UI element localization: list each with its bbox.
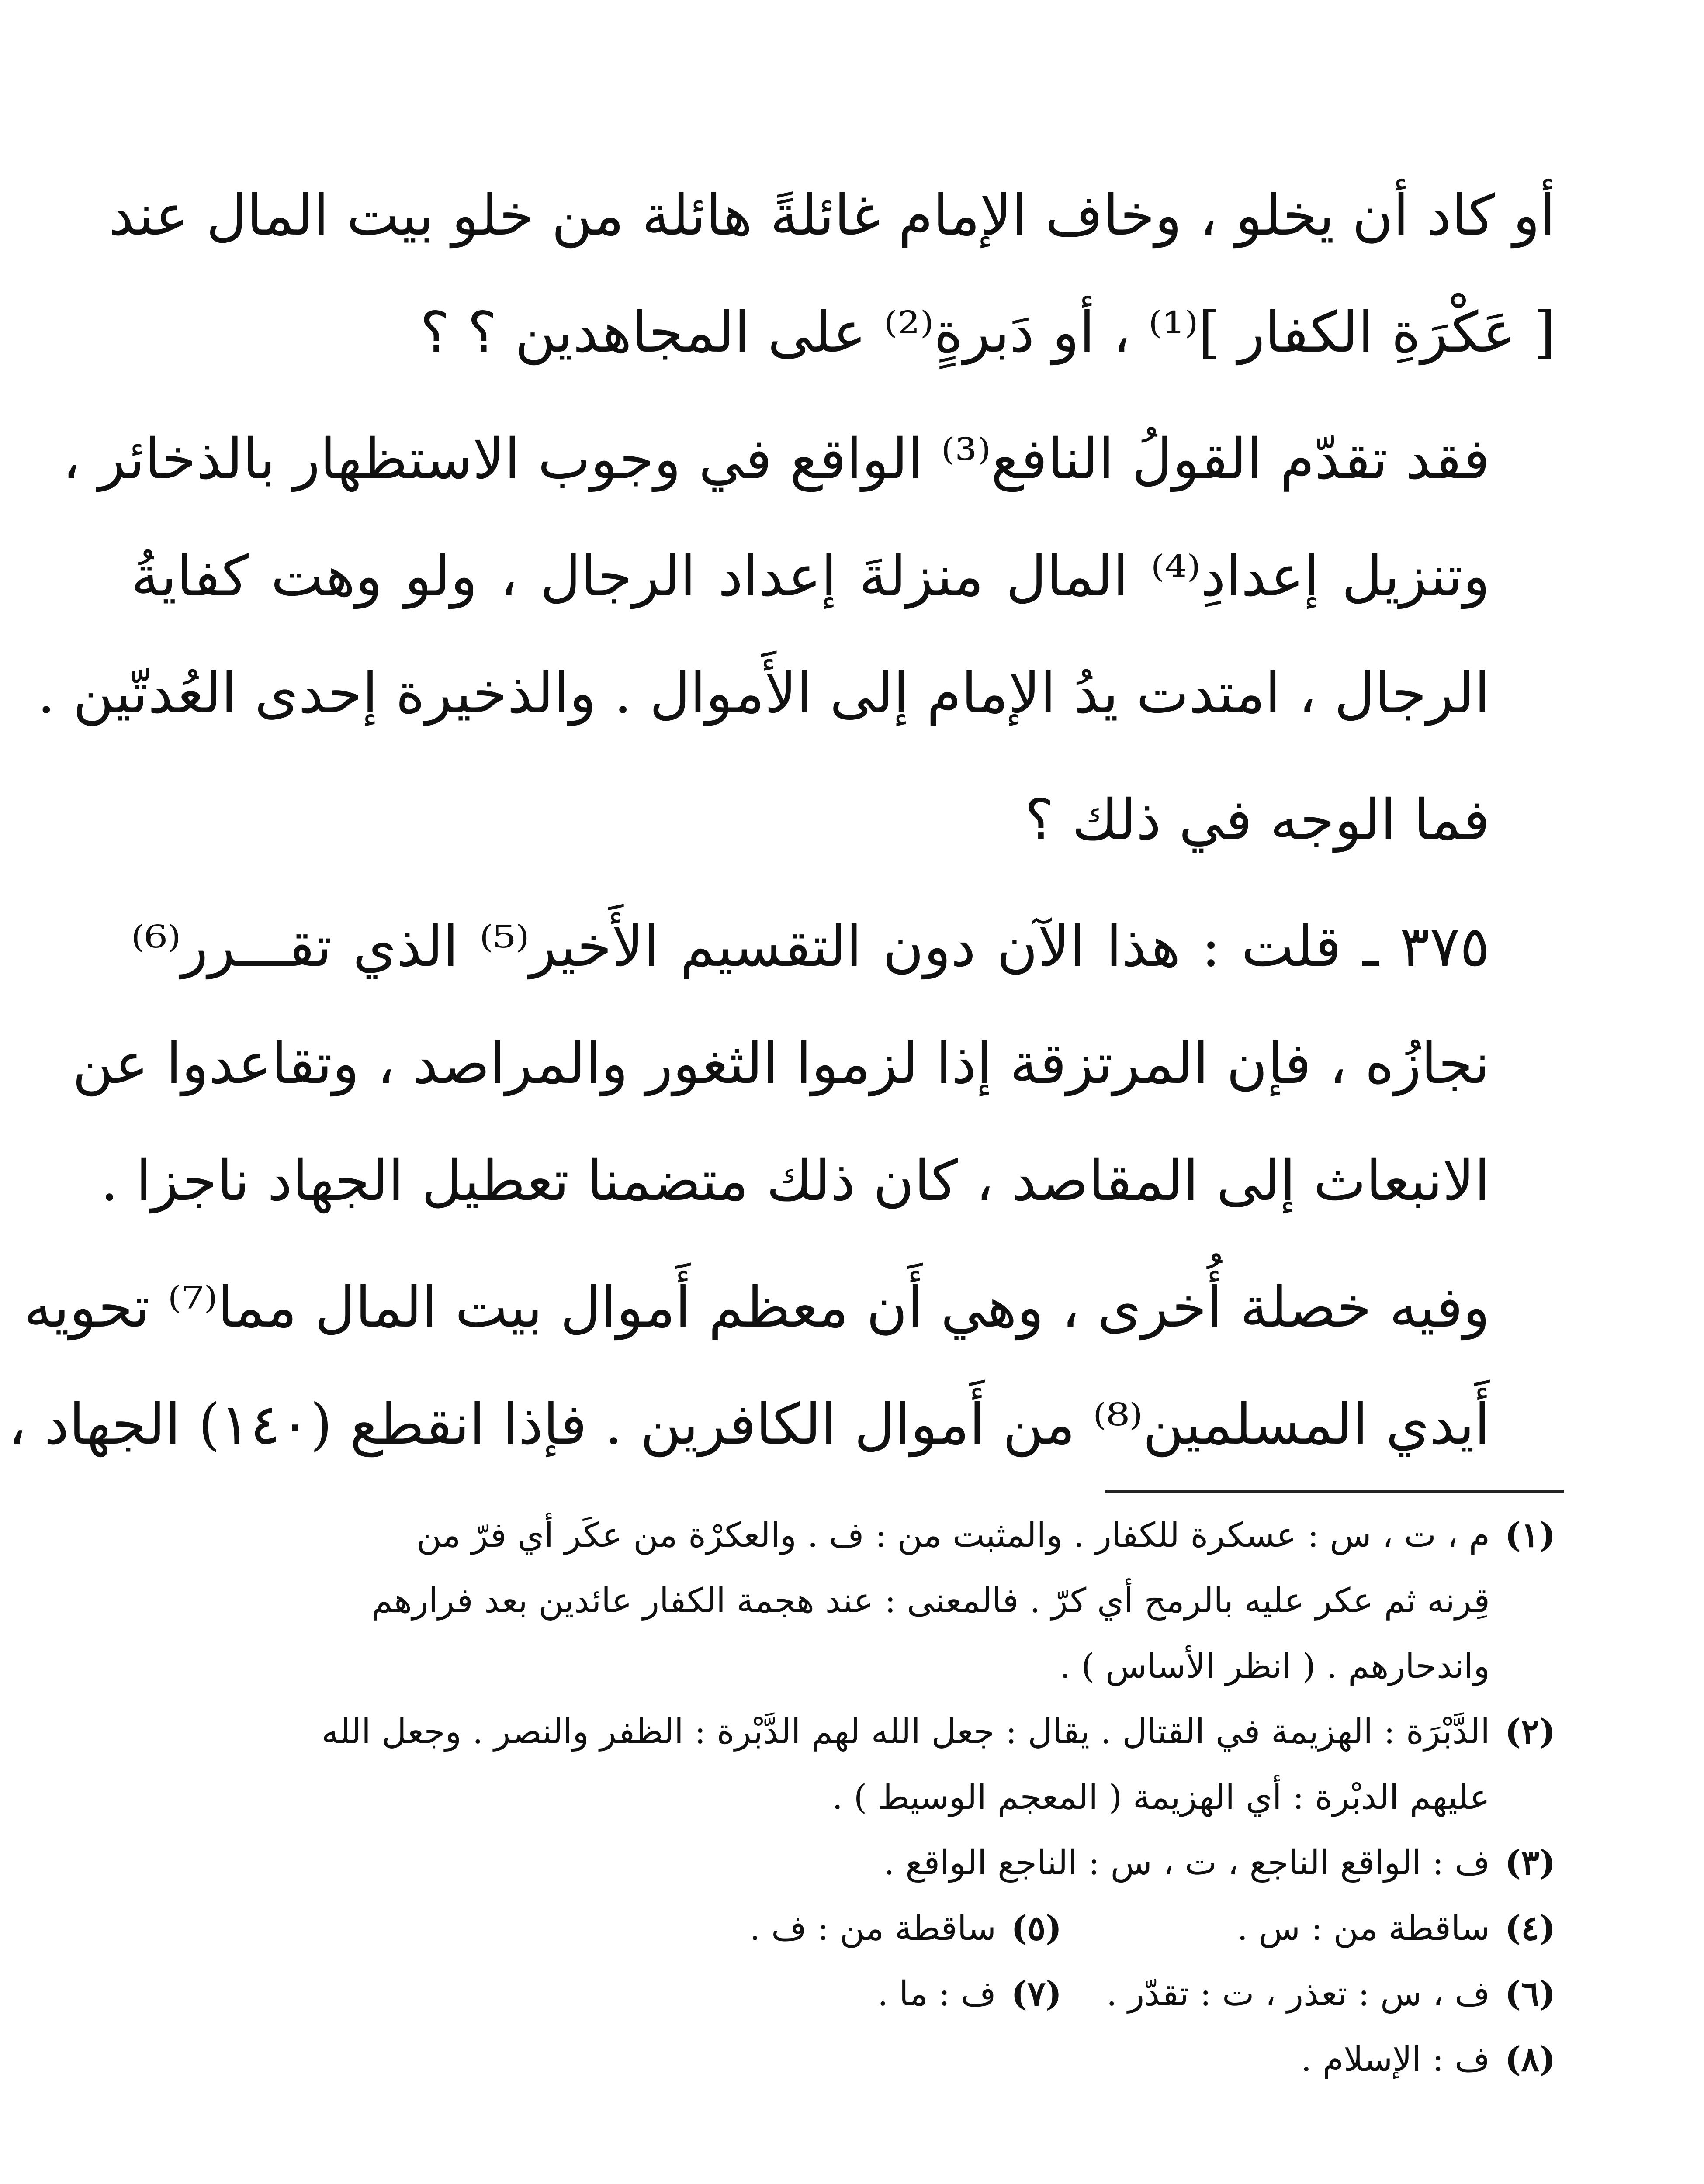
text-line: فقد تقدّم القولُ النافع⁽³⁾ الواقع في وجوب الاستظهار بالذخائر ، <box>62 427 1490 492</box>
text-line: وفيه خصلة أُخرى ، وهي أَن معظم أَموال بيت المال مما⁽⁷⁾ تحويه <box>24 1275 1490 1340</box>
footnote-text: ف : الإسلام . <box>1301 2040 1490 2079</box>
footnote-number: (١) <box>1505 1515 1555 1555</box>
footnote-separator <box>1105 1490 1564 1493</box>
footnote-text: ف ، س : تعذر ، ت : تقدّر . <box>1106 1974 1490 2014</box>
footnote-row <box>131 1896 1555 1961</box>
text-line: [ عَكْرَةِ الكفار ]⁽¹⁾ ، أو دَبرةٍ⁽²⁾ على المجاهدين ؟ ؟ <box>420 300 1555 365</box>
footnote-number: (٥) <box>1011 1908 1062 1948</box>
footnote-4 <box>1062 1896 1555 1961</box>
footnote-8 <box>131 2027 1555 2092</box>
paragraph <box>37 401 1555 752</box>
footnote-text: الدَّبْرَة : الهزيمة في القتال . يقال : جعل الله لهم الدَّبْرة : الظفر والنصر . وجعل الله <box>321 1712 1490 1752</box>
footnote-text: ساقطة من : ف . <box>749 1909 996 1948</box>
main-text <box>8 157 1555 1493</box>
text-line: فما الوجه في ذلك ؟ <box>1024 788 1490 853</box>
paragraph <box>8 1249 1555 1483</box>
footnote-5 <box>568 1896 1062 1961</box>
footnote-number: (٤) <box>1505 1908 1555 1948</box>
footnote-number: (٨) <box>1505 2039 1555 2079</box>
paragraph <box>131 762 1555 879</box>
footnote-number: (٧) <box>1011 1974 1062 2014</box>
paragraph-375 <box>72 888 1555 1240</box>
footnote-row <box>131 1961 1555 2027</box>
footnote-6 <box>1062 1961 1555 2027</box>
footnote-text: ف : الواقع الناجع ، ت ، س : الناجع الواقع . <box>883 1843 1490 1883</box>
footnote-number: (٦) <box>1505 1974 1555 2014</box>
text-line: ٣٧٥ ـ قلت : هذا الآن دون التقسيم الأَخير⁽⁵⁾ الذي تقـــرر⁽⁶⁾ <box>131 914 1490 979</box>
footnote-text: م ، ت ، س : عسكرة للكفار . والمثبت من : ف . والعكرْة من عكَر أي فرّ من <box>416 1516 1490 1555</box>
footnote-number: (٣) <box>1505 1843 1555 1883</box>
paragraph <box>109 157 1555 391</box>
footnote-2 <box>131 1699 1555 1765</box>
footnote-1 <box>131 1503 1555 1568</box>
text-line: نجازُه ، فإن المرتزقة إذا لزموا الثغور والمراصد ، وتقاعدوا عن <box>72 1031 1490 1096</box>
footnote-3 <box>131 1830 1555 1896</box>
footnote-continuation: عليهم الدبْرة : أي الهزيمة ( المعجم الوسيط ) . <box>832 1778 1490 1817</box>
text-line: وتنزيل إعدادِ⁽⁴⁾ المال منزلةَ إعداد الرجال ، ولو وهت كفايةُ <box>131 544 1490 609</box>
footnote-7 <box>568 1961 1062 2027</box>
footnote-text: ف : ما . <box>877 1974 996 2014</box>
footnotes <box>131 1503 1555 2092</box>
text-line: أَيدي المسلمين⁽⁸⁾ من أَموال الكافرين . فإذا انقطع (١٤٠) الجهاد ، <box>8 1392 1490 1457</box>
footnote-number: (٢) <box>1505 1712 1555 1752</box>
text-line: الرجال ، امتدت يدُ الإمام إلى الأَموال . والذخيرة إحدى العُدتّين . <box>37 661 1490 726</box>
footnote-continuation: واندحارهم . ( انظر الأساس ) . <box>1060 1647 1490 1686</box>
text-line: الانبعاث إلى المقاصد ، كان ذلك متضمنا تعطيل الجهاد ناجزا . <box>100 1148 1490 1213</box>
footnote-text: ساقطة من : س . <box>1237 1909 1490 1948</box>
text-line: أو كاد أن يخلو ، وخاف الإمام غائلةً هائلة من خلو بيت المال عند <box>109 183 1555 248</box>
footnote-continuation: قِرنه ثم عكر عليه بالرمح أي كرّ . فالمعنى : عند هجمة الكفار عائدين بعد فرارهم <box>371 1581 1490 1621</box>
